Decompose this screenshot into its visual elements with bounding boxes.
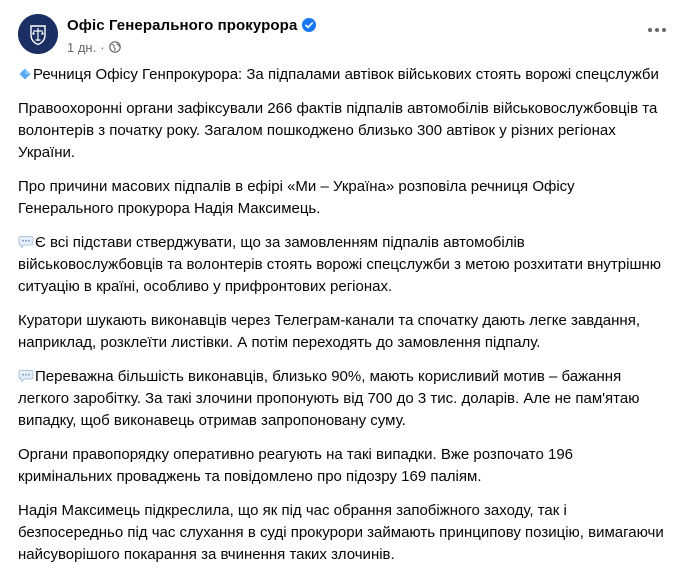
paragraph: Органи правопорядку оперативно реагують на такі випадки. Вже розпочато 196 кримінальних проваджень та повідомлено про підозру 169 паліям. xyxy=(18,446,574,485)
quote-text: Переважна більшість виконавців, близько 90%, мають корисливий мотив – бажання легкого заробітку. За такі злочини пропонують від 700 до 3 тис. доларів. Але не пам'ятаю випадку, щоб виконавець отримав запропоновану суму. xyxy=(18,368,640,429)
quote-text: Є всі підстави стверджувати, що за замовленням підпалів автомобілів військовослужбовців та волонтерів стоять ворожі спецслужби з метою розхитати внутрішню ситуацію в країні, особливо у прифронтових регіонах. xyxy=(18,234,662,295)
paragraph: Про причини масових підпалів в ефірі «Ми – Україна» розповіла речниця Офісу Генерального прокурора Надія Максимець. xyxy=(18,178,575,217)
post-subline xyxy=(67,38,316,56)
post-text xyxy=(18,64,668,578)
prosecutor-emblem-icon xyxy=(18,14,58,54)
paragraph: Правоохоронні органи зафіксували 266 фактів підпалів автомобілів військовослужбовців та волонтерів з початку року. Загалом пошкоджено близько 300 автівок у різних регіонах України. xyxy=(18,100,658,161)
globe-icon[interactable] xyxy=(109,41,121,53)
post-headline xyxy=(18,64,668,86)
paragraph: Куратори шукають виконавців через Телеграм-канали та спочатку дають легке завдання, наприклад, розклеїти листівки. А потім переходять до замовлення підпалу. xyxy=(18,312,641,351)
post-meta xyxy=(67,15,316,56)
meta-separator: · xyxy=(100,39,105,55)
page-avatar[interactable] xyxy=(18,14,58,54)
headline-text: Речниця Офісу Генпрокурора: За підпалами автівок військових стоять ворожі спецслужби xyxy=(33,66,659,83)
post-header xyxy=(18,14,671,58)
name-row xyxy=(67,15,316,35)
speech-bubble-icon xyxy=(18,235,34,249)
quote-paragraph xyxy=(18,366,668,432)
page-name-link[interactable]: Офіс Генерального прокурора xyxy=(67,16,298,34)
speech-bubble-icon xyxy=(18,369,34,383)
blue-diamond-icon xyxy=(18,67,32,81)
quote-paragraph xyxy=(18,232,668,298)
more-options-icon[interactable] xyxy=(643,20,671,40)
post-timestamp[interactable]: 1 дн. xyxy=(67,39,97,55)
paragraph: Надія Максимець підкреслила, що як під час обрання запобіжного заходу, так і безпосередньо під час слухання в суді прокурори займають принципову позицію, вимагаючи найсуворішого покарання за вчинення таких злочинів. xyxy=(18,502,664,563)
verified-badge-icon xyxy=(302,18,316,32)
